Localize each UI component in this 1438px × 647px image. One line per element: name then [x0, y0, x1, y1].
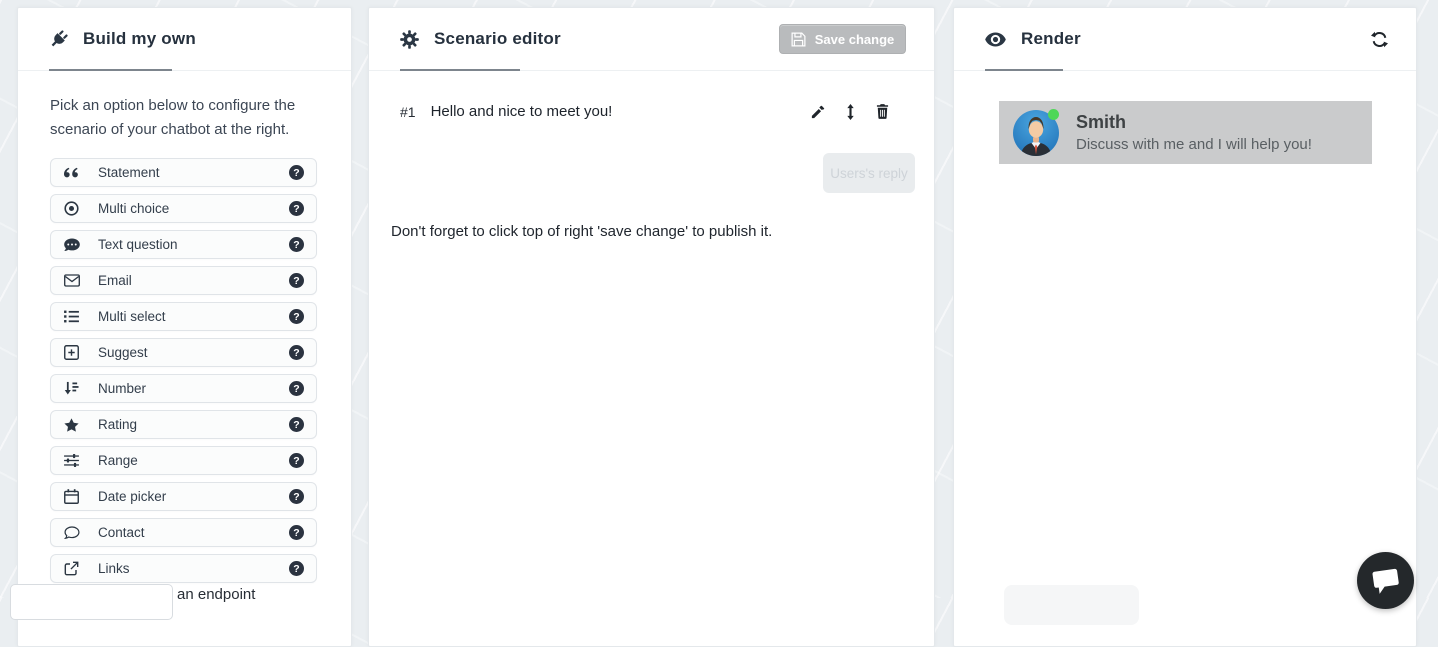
option-range[interactable]: [50, 446, 317, 475]
title-underline: [400, 69, 520, 71]
message-actions: [811, 104, 889, 120]
chat-preview-header: [999, 101, 1372, 164]
envelope-icon: [64, 273, 82, 289]
help-question-icon[interactable]: ?: [289, 309, 304, 324]
option-links[interactable]: [50, 554, 317, 583]
message-number: #1: [400, 103, 416, 120]
option-number[interactable]: [50, 374, 317, 403]
option-label: Text question: [98, 237, 178, 252]
help-question-icon[interactable]: ?: [289, 417, 304, 432]
delete-trash-icon[interactable]: [876, 104, 889, 119]
option-label: Statement: [98, 165, 160, 180]
help-question-icon[interactable]: ?: [289, 489, 304, 504]
option-label: Rating: [98, 417, 138, 432]
calendar-icon: [64, 489, 82, 505]
option-text-question[interactable]: [50, 230, 317, 259]
editor-panel-header: [369, 8, 934, 71]
build-panel-title: Build my own: [83, 29, 196, 48]
message-text: Hello and nice to meet you!: [430, 103, 613, 120]
option-label: Suggest: [98, 345, 148, 360]
refresh-sync-icon[interactable]: [1371, 31, 1388, 48]
save-floppy-icon: [791, 32, 806, 47]
help-question-icon[interactable]: ?: [289, 453, 304, 468]
save-change-label: Save change: [814, 31, 895, 47]
option-label: Date picker: [98, 489, 167, 504]
title-underline: [985, 69, 1063, 71]
build-my-own-panel: [17, 7, 352, 647]
option-multi-select[interactable]: [50, 302, 317, 331]
quote-left-icon: [64, 165, 82, 181]
help-question-icon[interactable]: ?: [289, 381, 304, 396]
help-question-icon[interactable]: ?: [289, 201, 304, 216]
bot-name: Smith: [1076, 112, 1127, 132]
option-date-picker[interactable]: [50, 482, 317, 511]
option-list: [50, 158, 317, 583]
scenario-message-row: [400, 103, 889, 120]
render-panel-body: [954, 101, 1416, 164]
star-icon: [64, 417, 82, 433]
gear-icon: [400, 30, 419, 49]
plus-square-icon: [64, 345, 82, 361]
option-label: Links: [98, 561, 130, 576]
option-label: Multi choice: [98, 201, 170, 216]
build-panel-body: [18, 71, 351, 583]
help-question-icon[interactable]: ?: [289, 273, 304, 288]
build-description: Pick an option below to configure the scenario of your chatbot at the right.: [50, 97, 296, 138]
option-contact[interactable]: [50, 518, 317, 547]
option-email[interactable]: [50, 266, 317, 295]
chat-bubble-icon: [1372, 568, 1400, 594]
external-link-icon: [64, 561, 82, 577]
comment-icon: [64, 525, 82, 541]
editor-panel-title: Scenario editor: [434, 29, 561, 48]
users-reply-placeholder: Users's reply: [823, 153, 915, 193]
render-panel: [953, 7, 1417, 647]
scenario-editor-panel: [368, 7, 935, 647]
plug-icon: [49, 30, 68, 49]
list-icon: [64, 309, 82, 325]
option-label: Contact: [98, 525, 145, 540]
avatar: [1013, 110, 1059, 156]
dot-circle-icon: [64, 201, 82, 217]
faded-chat-element: [1004, 585, 1139, 625]
save-change-button[interactable]: [779, 24, 906, 54]
option-rating[interactable]: [50, 410, 317, 439]
tooltip-box: [10, 584, 173, 620]
bot-subtitle: Discuss with me and I will help you!: [1076, 136, 1312, 153]
title-underline: [49, 69, 172, 71]
help-question-icon[interactable]: ?: [289, 165, 304, 180]
option-label: Multi select: [98, 309, 166, 324]
render-panel-header: [954, 8, 1416, 71]
render-panel-title: Render: [1021, 29, 1081, 48]
edit-pencil-icon[interactable]: [811, 105, 825, 119]
tooltip-text-fragment: an endpoint: [177, 586, 256, 603]
option-label: Range: [98, 453, 138, 468]
sliders-icon: [64, 453, 82, 469]
option-label: Number: [98, 381, 147, 396]
eye-icon: [985, 32, 1006, 47]
option-label: Email: [98, 273, 132, 288]
editor-panel-body: [369, 103, 934, 240]
help-question-icon[interactable]: ?: [289, 561, 304, 576]
move-arrows-v-icon[interactable]: [846, 104, 855, 120]
online-status-dot: [1048, 109, 1059, 120]
help-question-icon[interactable]: ?: [289, 525, 304, 540]
help-question-icon[interactable]: ?: [289, 345, 304, 360]
chat-widget-launcher[interactable]: [1357, 552, 1414, 609]
save-hint-text: Don't forget to click top of right 'save change' to publish it.: [391, 223, 773, 240]
option-suggest[interactable]: [50, 338, 317, 367]
option-multi-choice[interactable]: [50, 194, 317, 223]
help-question-icon[interactable]: ?: [289, 237, 304, 252]
sort-numeric-icon: [64, 381, 82, 397]
build-panel-header: [18, 8, 351, 71]
comment-dots-icon: [64, 237, 82, 253]
option-statement[interactable]: [50, 158, 317, 187]
